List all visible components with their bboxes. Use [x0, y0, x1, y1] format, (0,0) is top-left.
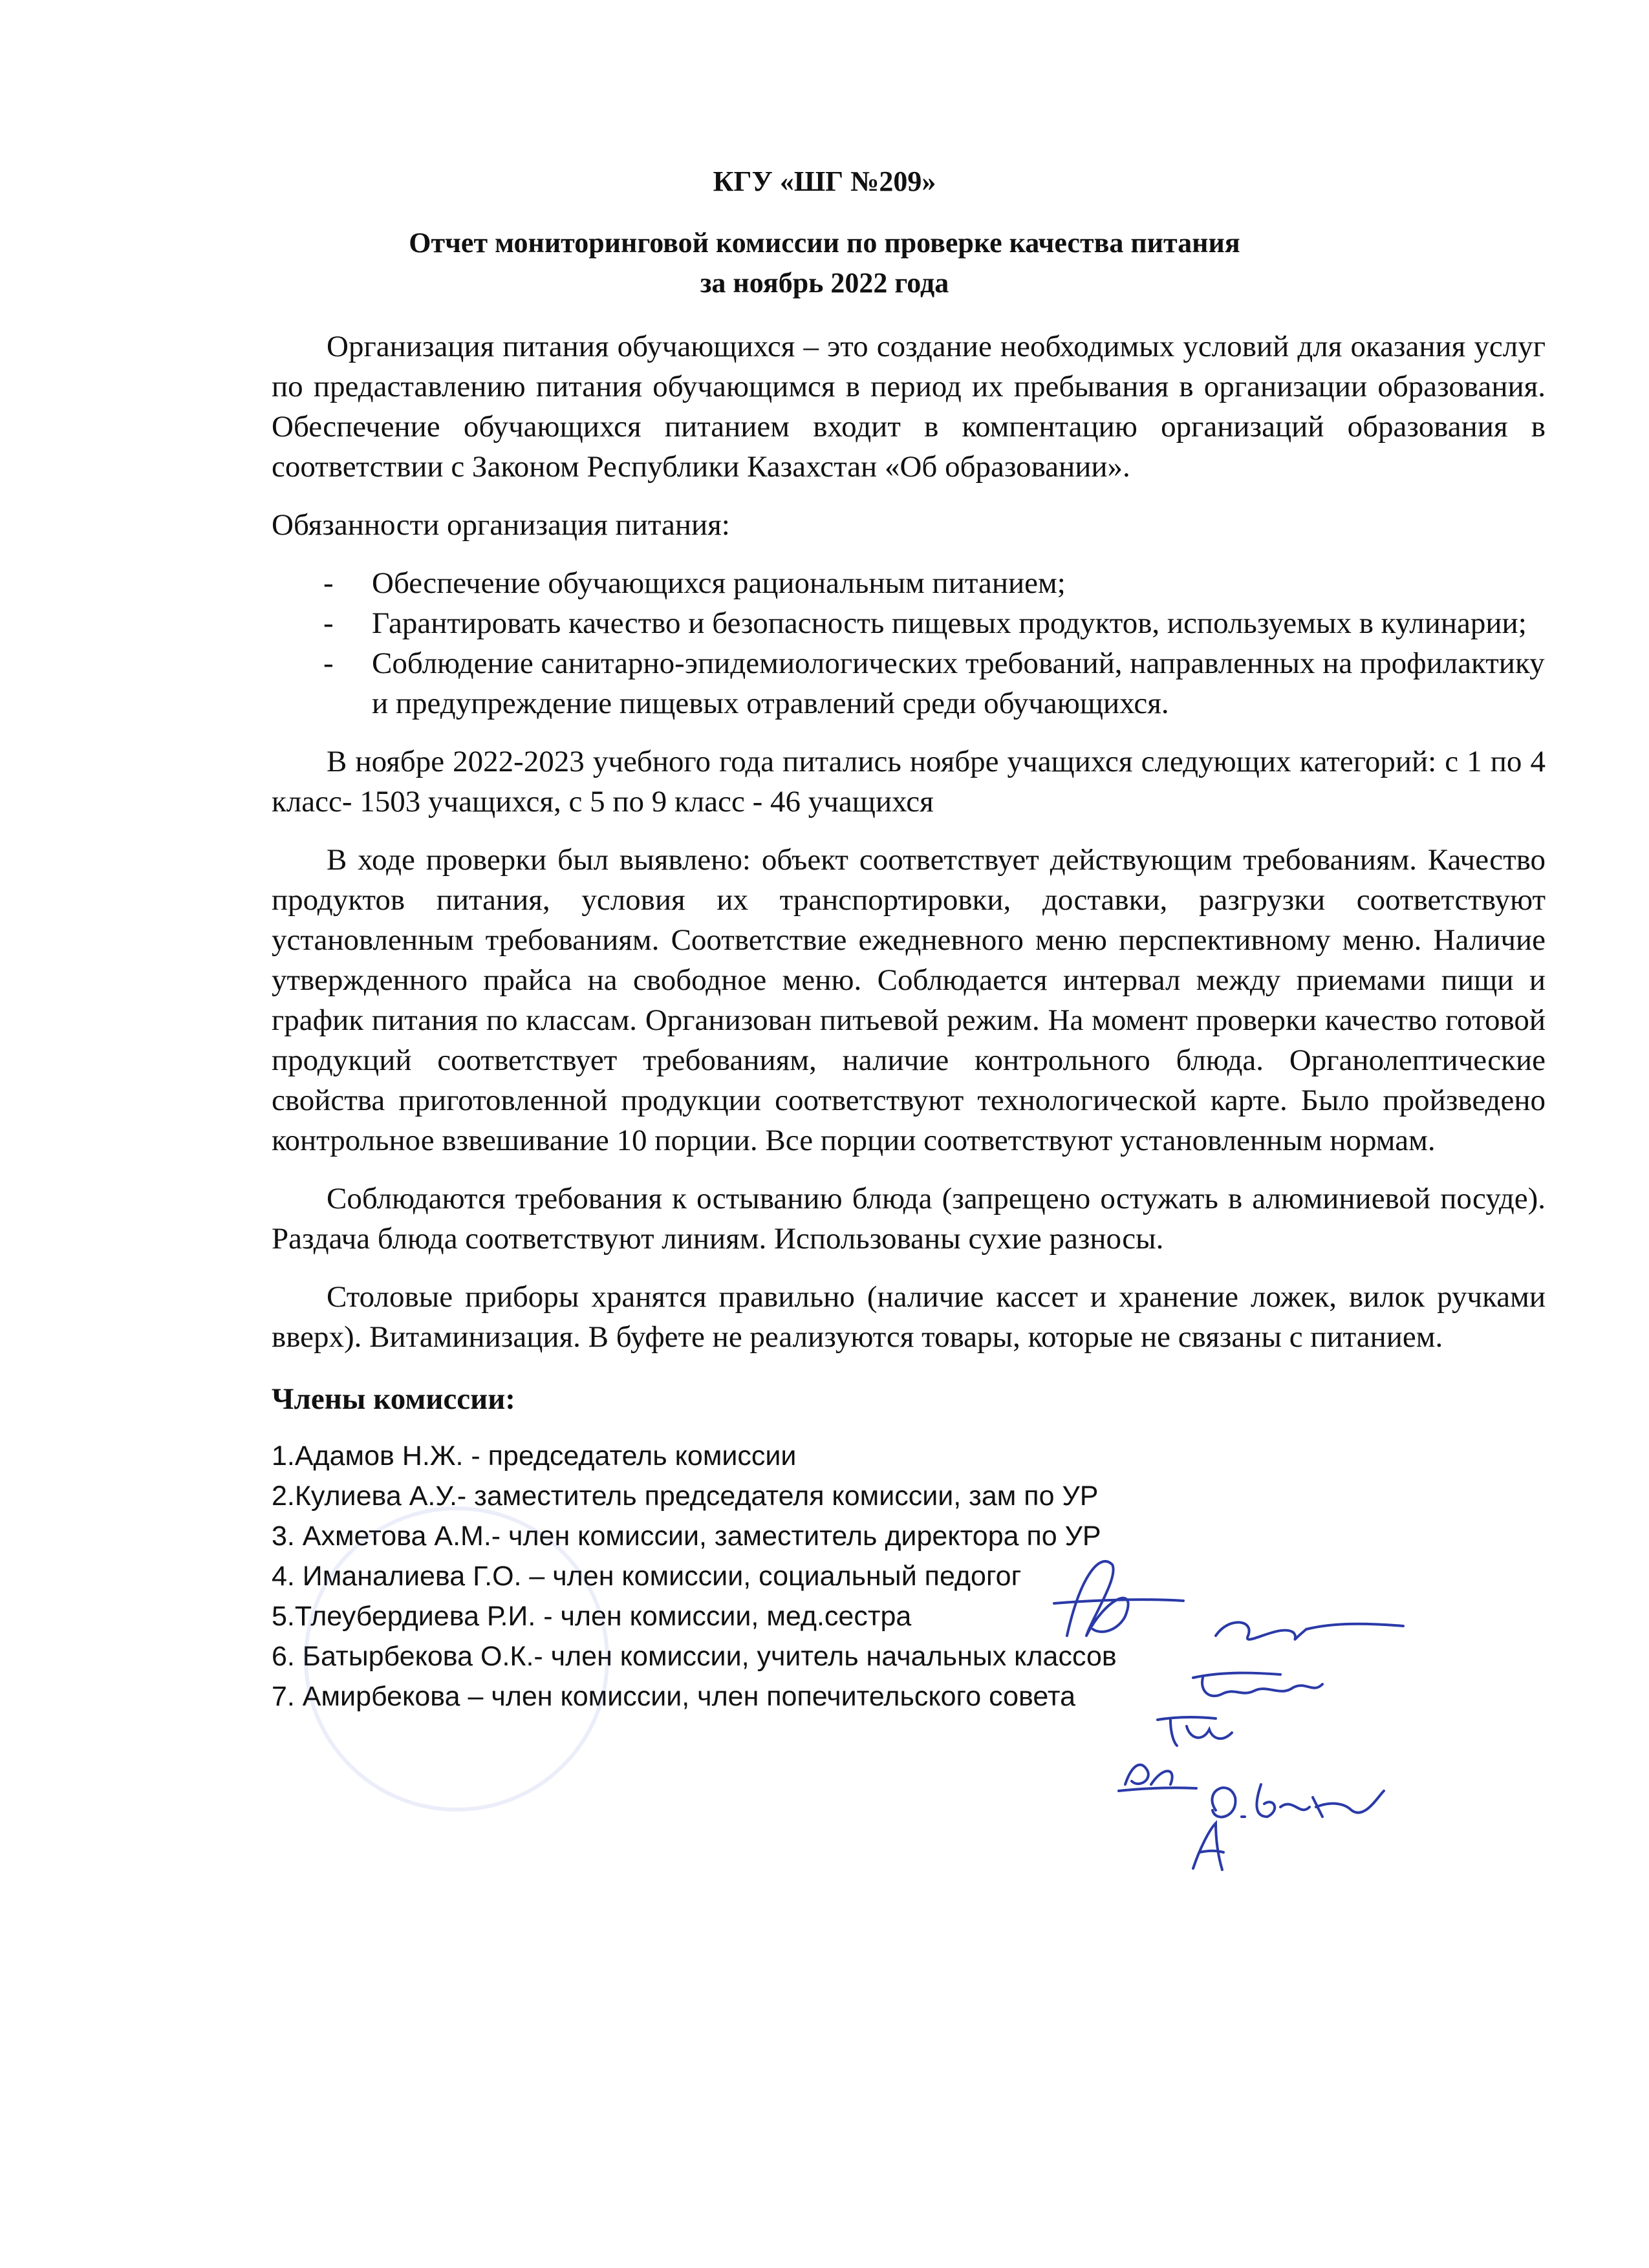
inspection-paragraph: В ходе проверки был выявлено: объект соответствует действующим требованиям. Качество продуктов питания, условия их транспортировки, доставки, разгрузки соответствуют установленным требованиям. Соответствие ежедневного меню перспективному меню. Наличие утвержденного прайса на свободное меню. Соблюдается интервал между приемами пищи и график питания по классам. Организован питьевой режим. На момент проверки качество готовой продукций соответствует требованиям, наличие контрольного блюда. Органолептические свойства приготовленной продукции соответствуют технологической карте. Было пройзведено контрольное взвешивание 10 порции. Все порции соответствуют установленным нормам.	[272, 843, 1546, 1157]
signature-7	[1183, 1817, 1235, 1875]
report-title	[0, 223, 1649, 303]
duties-heading: Обязанности организация питания:	[272, 508, 730, 542]
organization-name: КГУ «ШГ №209»	[713, 166, 936, 197]
duty-item: - Гарантировать качество и безопасность пищевых продуктов, используемых в кулинарии;	[272, 603, 1546, 643]
signature-3	[1183, 1658, 1332, 1710]
intro-paragraph: Организация питания обучающихся – это создание необходимых условий для оказания услуг по предаставлению питания обучающимся в период их пребывания в организации образования. Обеспечение обучающихся питанием входит в компентацию организаций образования в соответствии с Законом Республики Казахстан «Об образовании».	[272, 330, 1546, 484]
cooling-paragraph: Соблюдаются требования к остыванию блюда (запрещено остужать в алюминиевой посуде). Раздача блюда соответствуют линиям. Использованы сухие разносы.	[272, 1182, 1546, 1256]
duties-list	[272, 563, 1546, 723]
member-item: 3. Ахметова А.М.- член комиссии, заместитель директора по УР	[272, 1521, 1101, 1552]
students-paragraph: В ноябре 2022-2023 учебного года питались ноябре учащихся следующих категорий: с 1 по 4 класс- 1503 учащихся, с 5 по 9 класс - 46 учащихся	[272, 745, 1546, 818]
member-item: 1.Адамов Н.Ж. - председатель комиссии	[272, 1440, 797, 1471]
signature-2	[1203, 1603, 1410, 1662]
report-title-line-2: за ноябрь 2022 года	[700, 267, 949, 299]
signature-1	[1041, 1539, 1190, 1649]
duty-item: - Обеспечение обучающихся рациональным питанием;	[272, 563, 1546, 603]
report-title-line-1: Отчет мониторинговой комиссии по проверке качества питания	[409, 227, 1240, 259]
cutlery-paragraph: Столовые приборы хранятся правильно (наличие кассет и хранение ложек, вилок ручками вверх). Витаминизация. В буфете не реализуются товары, которые не связаны с питанием.	[272, 1280, 1546, 1354]
members-heading: Члены комиссии:	[272, 1382, 515, 1416]
member-item: 4. Иманалиева Г.О. – член комиссии, социальный педогог	[272, 1561, 1022, 1592]
member-item: 2.Кулиева А.У.- заместитель председателя комиссии, зам по УР	[272, 1481, 1099, 1512]
member-item: 7. Амирбекова – член комиссии, член попечительского совета	[272, 1681, 1076, 1712]
member-item: 6. Батырбекова О.К.- член комиссии, учитель начальных классов	[272, 1641, 1117, 1672]
faded-stamp	[304, 1506, 609, 1812]
duty-item: - Соблюдение санитарно-эпидемиологических требований, направленных на профилактику и предупреждение пищевых отравлений среди обучающихся.	[272, 643, 1546, 723]
member-item: 5.Тлеубердиева Р.И. - член комиссии, мед.сестра	[272, 1601, 912, 1632]
signature-5	[1112, 1746, 1203, 1797]
